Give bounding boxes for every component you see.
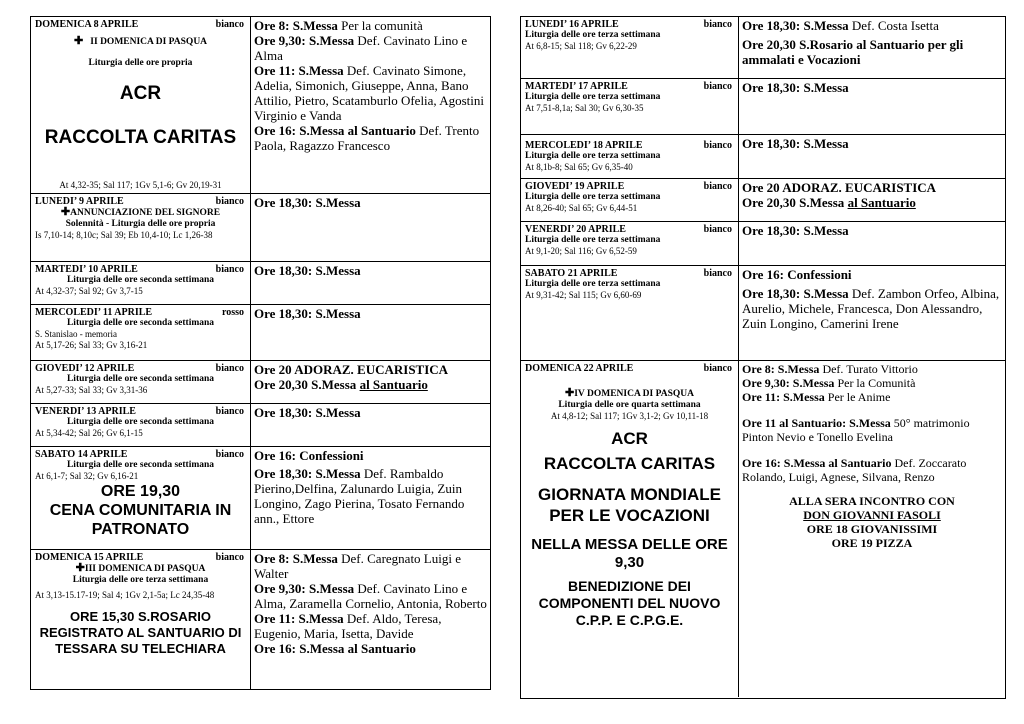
mass-time: Ore 18,30: S.Messa (254, 466, 361, 481)
feast-title: II DOMENICA DI PASQUA (90, 37, 208, 47)
mass-list (739, 79, 1005, 134)
mass-list (739, 266, 1005, 360)
mass-intentions: Def. Zoccarato Rolando, Luigi, Agnese, Silvana, Renzo (742, 456, 967, 484)
day-row (521, 361, 1005, 697)
liturgy-note: Solennità - Liturgia delle ore propria (65, 219, 216, 229)
liturgical-color: bianco (703, 363, 732, 374)
mass-time: Ore 11: S.Messa (742, 390, 825, 404)
liturgical-color: rosso (221, 307, 244, 318)
readings: At 9,31-42; Sal 115; Gv 6,60-69 (525, 290, 642, 300)
liturgy-note: Liturgia delle ore terza settimana (72, 575, 209, 585)
liturgical-color: bianco (215, 363, 244, 374)
mass-intentions: 50° matrimonio Pinton Nevio e Tonello Evelina (742, 416, 970, 444)
mass-intentions: Def. Rambaldo Pierino,Delfina, Zalunardo Luigia, Zuin Longino, Zago Pierina, Tosato Fernando ann., Ettore (254, 466, 465, 526)
mass-announcement: NELLA MESSA DELLE ORE 9,30 (531, 536, 728, 571)
day-row (521, 135, 1005, 179)
mass-entry (742, 390, 1002, 404)
sunday-title (35, 36, 246, 48)
mass-time: Ore 18,30: S.Messa (742, 286, 849, 301)
mass-time: Ore 11: S.Messa (254, 611, 344, 626)
day-title: MARTEDI’ 17 APRILE (525, 81, 628, 92)
day-title: LUNEDI’ 16 APRILE (525, 19, 619, 30)
pizza-time: ORE 19 PIZZA (831, 536, 913, 550)
mass-intentions: Def. Trento Paola, Ragazzo Francesco (254, 123, 480, 153)
mass-time: Ore 20,30 S.Messa (254, 377, 360, 392)
day-row (521, 17, 1005, 79)
readings: At 5,17-26; Sal 33; Gv 3,16-21 (35, 340, 148, 350)
day-title: MERCOLEDI’ 11 APRILE (35, 307, 153, 318)
day-title: SABATO 21 APRILE (525, 268, 618, 279)
day-header (35, 264, 246, 275)
left-page (30, 16, 491, 690)
mass-entry (254, 611, 487, 641)
liturgy-note: Liturgia delle ore terza settimana (525, 235, 661, 245)
mass-list (251, 17, 490, 193)
mass-time: Ore 9,30: S.Messa (254, 33, 355, 48)
day-header (525, 19, 734, 30)
liturgical-color: bianco (215, 196, 244, 207)
liturgy-note: Liturgia delle ore seconda settimana (66, 318, 215, 328)
liturgy-note: Liturgia delle ore propria (88, 58, 193, 68)
day-header (525, 363, 734, 374)
day-header (35, 307, 246, 318)
mass-time: Ore 18,30: S.Messa (254, 306, 361, 321)
day-header (35, 19, 246, 30)
mass-location: al Santuario (359, 377, 428, 392)
mass-intentions: Def. Cavinato Lino e Alma, Zaramella Cornelio, Antonia, Roberto (254, 581, 487, 611)
mass-time: Ore 18,30: S.Messa (742, 18, 849, 33)
mass-time: Ore 16: S.Messa al Santuario (254, 641, 416, 656)
cross-icon: ✚ (73, 35, 84, 47)
mass-time: Ore 16: S.Messa al Santuario (742, 456, 892, 470)
mass-time: Ore 16: S.Messa al Santuario (254, 123, 416, 138)
day-header (525, 140, 734, 151)
mass-intentions: Def. Cavinato Lino e Alma (254, 33, 468, 63)
liturgical-color: bianco (703, 81, 732, 92)
day-info (31, 447, 251, 549)
readings: At 5,34-42; Sal 26; Gv 6,1-15 (35, 428, 143, 438)
evening-meeting: ALLA SERA INCONTRO CON (789, 494, 955, 508)
day-info (31, 305, 251, 360)
day-title: DOMENICA 22 APRILE (525, 363, 634, 374)
mass-entry (254, 33, 487, 63)
confession-time: Ore 16: Confessioni (254, 448, 364, 463)
liturgy-note: Liturgia delle ore seconda settimana (66, 275, 215, 285)
readings: At 5,27-33; Sal 33; Gv 3,31-36 (35, 385, 148, 395)
mass-intentions: Per la Comunità (834, 376, 916, 390)
sunday-masses (742, 362, 1002, 404)
feast-line (525, 388, 734, 400)
mass-entry (742, 376, 1002, 390)
mass-list (251, 361, 490, 403)
day-row (31, 447, 490, 550)
day-row (31, 305, 490, 361)
liturgy-note: Liturgia delle ore terza settimana (525, 279, 661, 289)
mass-time: Ore 18,30: S.Messa (254, 195, 361, 210)
day-header (35, 552, 246, 563)
announcement-acr: ACR (119, 83, 162, 104)
day-info (31, 262, 251, 304)
rosary-announcement: ORE 15,30 S.ROSARIO REGISTRATO AL SANTUARIO DI TESSARA SU TELECHIARA (39, 609, 242, 656)
day-row (521, 79, 1005, 135)
council-names: C.P.P. E C.P.G.E. (575, 612, 684, 628)
mass-intentions: Def. Zambon Orfeo, Albina, Aurelio, Michele, Francesca, Don Alessandro, Zuin Longino, Camerini Irene (742, 286, 1000, 331)
day-title: LUNEDI’ 9 APRILE (35, 196, 124, 207)
liturgical-color: bianco (215, 449, 244, 460)
readings: At 6,8-15; Sal 118; Gv 6,22-29 (525, 41, 637, 51)
readings: Is 7,10-14; 8,10c; Sal 39; Eb 10,4-10; Lc 1,26-38 (35, 230, 213, 240)
mass-list (251, 305, 490, 360)
day-row (521, 266, 1005, 361)
youth-time: ORE 18 GIOVANISSIMI (806, 522, 938, 536)
dinner-announcement: CENA COMUNITARIA IN PATRONATO (49, 502, 232, 538)
day-info (521, 79, 739, 134)
feast-title: ANNUNCIAZIONE DEL SIGNORE (70, 208, 221, 218)
day-header (525, 81, 734, 92)
liturgical-color: bianco (215, 264, 244, 275)
mass-intentions: Per le Anime (824, 390, 891, 404)
day-info (521, 135, 739, 178)
vocations-day: GIORNATA MONDIALE PER LE VOCAZIONI (538, 485, 721, 525)
mass-entry (254, 581, 487, 611)
readings: At 8,26-40; Sal 65; Gv 6,44-51 (525, 203, 638, 213)
confession-time: Ore 16: Confessioni (742, 267, 852, 282)
mass-list (739, 135, 1005, 178)
day-title: DOMENICA 15 APRILE (35, 552, 144, 563)
readings: At 8,1b-8; Sal 65; Gv 6,35-40 (525, 162, 633, 172)
mass-time: Ore 18,30: S.Messa (254, 263, 361, 278)
mass-time: Ore 9,30: S.Messa (254, 581, 355, 596)
day-header (525, 224, 734, 235)
mass-time: Ore 20,30 S.Messa (742, 195, 848, 210)
liturgy-note: Liturgia delle ore terza settimana (525, 192, 661, 202)
guest-name: DON GIOVANNI FASOLI (803, 508, 941, 522)
day-row (521, 179, 1005, 222)
mass-time: Ore 8: S.Messa (254, 551, 338, 566)
mass-intentions: Def. Aldo, Teresa, Eugenio, Maria, Isetta, Davide (254, 611, 442, 641)
day-row (31, 194, 490, 262)
mass-entry (254, 551, 487, 581)
feast-line (35, 207, 246, 219)
day-info (521, 222, 739, 265)
day-row (521, 222, 1005, 266)
mass-time: Ore 11: S.Messa (254, 63, 344, 78)
mass-time: Ore 9,30: S.Messa (742, 376, 835, 390)
mass-list (739, 222, 1005, 265)
announcement-acr: ACR (611, 429, 648, 448)
cross-icon: ✚ (565, 387, 575, 399)
readings: At 3,13-15.17-19; Sal 4; 1Gv 2,1-5a; Lc 24,35-48 (35, 590, 215, 600)
mass-list (251, 404, 490, 446)
liturgical-color: bianco (215, 406, 244, 417)
day-title: SABATO 14 APRILE (35, 449, 128, 460)
readings: At 6,1-7; Sal 32; Gv 6,16-21 (35, 471, 139, 481)
liturgical-color: bianco (703, 181, 732, 192)
mass-time: Ore 18,30: S.Messa (254, 405, 361, 420)
liturgical-color: bianco (215, 552, 244, 563)
mass-time: Ore 18,30: S.Messa (742, 223, 849, 238)
liturgy-note: Liturgia delle ore seconda settimana (66, 460, 215, 470)
mass-location: al Santuario (847, 195, 916, 210)
liturgy-note: Liturgia delle ore quarta settimana (558, 400, 701, 410)
mass-list (251, 194, 490, 261)
announcement-caritas: RACCOLTA CARITAS (44, 127, 237, 148)
mass-intentions: Def. Turato Vittorio (819, 362, 918, 376)
mass-list (739, 179, 1005, 221)
mass-intentions: Def. Costa Isetta (848, 18, 939, 33)
day-info (31, 194, 251, 261)
day-title: VENERDI’ 20 APRILE (525, 224, 626, 235)
liturgy-note: Liturgia delle ore terza settimana (525, 151, 661, 161)
day-header (35, 406, 246, 417)
mass-time: Ore 8: S.Messa (742, 362, 820, 376)
day-info (31, 361, 251, 403)
day-title: DOMENICA 8 APRILE (35, 19, 139, 30)
mass-entry (254, 63, 487, 123)
mass-entry (254, 18, 487, 33)
mass-time: Ore 18,30: S.Messa (742, 80, 849, 95)
day-header (525, 181, 734, 192)
day-info (521, 361, 739, 697)
blessing-announcement: BENEDIZIONE DEI COMPONENTI DEL NUOVO (538, 578, 721, 611)
day-title: GIOVEDI’ 19 APRILE (525, 181, 625, 192)
mass-intentions: Def. Cavinato Simone, Adelia, Simonich, Giuseppe, Anna, Bano Attilio, Pietro, Scatamburlo Ofelia, Agostini Virginio e Vanda (254, 63, 485, 123)
cross-icon: ✚ (60, 206, 71, 218)
day-row (31, 17, 490, 194)
mass-list (739, 17, 1005, 78)
day-title: VENERDI’ 13 APRILE (35, 406, 136, 417)
day-header (35, 449, 246, 460)
memorial-note: S. Stanislao - memoria (35, 329, 117, 339)
mass-list (251, 447, 490, 549)
day-title: MARTEDI’ 10 APRILE (35, 264, 138, 275)
mass-list (251, 550, 490, 690)
day-info (31, 404, 251, 446)
liturgical-color: bianco (215, 19, 244, 30)
mass-list (251, 262, 490, 304)
mass-entry (254, 641, 487, 656)
day-info (521, 179, 739, 221)
mass-time: Ore 8: S.Messa (254, 18, 338, 33)
mass-entry (254, 123, 487, 153)
liturgical-color: bianco (703, 19, 732, 30)
dinner-time: ORE 19,30 (100, 483, 181, 500)
day-header (35, 363, 246, 374)
mass-entry (742, 362, 1002, 376)
rosary-time: Ore 20,30 S.Rosario al Santuario per gli ammalati e Vocazioni (742, 37, 964, 67)
day-title: GIOVEDI’ 12 APRILE (35, 363, 135, 374)
mass-list (739, 361, 1005, 697)
adoration-time: Ore 20 ADORAZ. EUCARISTICA (742, 180, 937, 195)
mass-time: Ore 11 al Santuario: S.Messa (742, 416, 891, 430)
mass-intentions: Def. Caregnato Luigi e Walter (254, 551, 461, 581)
liturgy-note: Liturgia delle ore terza settimana (525, 30, 661, 40)
readings: At 4,8-12; Sal 117; 1Gv 3,1-2; Gv 10,11-18 (550, 411, 709, 421)
day-info (31, 17, 251, 193)
readings: At 7,51-8,1a; Sal 30; Gv 6,30-35 (525, 103, 644, 113)
day-info (521, 17, 739, 78)
day-header (525, 268, 734, 279)
liturgical-color: bianco (703, 140, 732, 151)
announcement-caritas: RACCOLTA CARITAS (543, 454, 716, 473)
day-info (31, 550, 251, 690)
day-row (31, 550, 490, 690)
feast-title: III DOMENICA DI PASQUA (84, 564, 206, 574)
liturgy-note: Liturgia delle ore terza settimana (525, 92, 661, 102)
day-row (31, 404, 490, 447)
right-page (520, 16, 1006, 699)
day-row (31, 361, 490, 404)
liturgical-color: bianco (703, 268, 732, 279)
cross-icon: ✚ (75, 562, 85, 574)
adoration-time: Ore 20 ADORAZ. EUCARISTICA (254, 362, 449, 377)
readings: At 9,1-20; Sal 116; Gv 6,52-59 (525, 246, 637, 256)
liturgy-note: Liturgia delle ore seconda settimana (66, 374, 215, 384)
feast-line (35, 563, 246, 575)
readings: At 4,32-37; Sal 92; Gv 3,7-15 (35, 286, 143, 296)
day-title: MERCOLEDI’ 18 APRILE (525, 140, 643, 151)
mass-intentions: Per la comunità (337, 18, 423, 33)
day-row (31, 262, 490, 305)
feast-title: IV DOMENICA DI PASQUA (574, 389, 694, 399)
mass-time: Ore 18,30: S.Messa (742, 136, 849, 151)
day-info (521, 266, 739, 360)
readings: At 4,32-35; Sal 117; 1Gv 5,1-6; Gv 20,19-31 (59, 180, 222, 190)
liturgy-note: Liturgia delle ore seconda settimana (66, 417, 215, 427)
liturgical-color: bianco (703, 224, 732, 235)
